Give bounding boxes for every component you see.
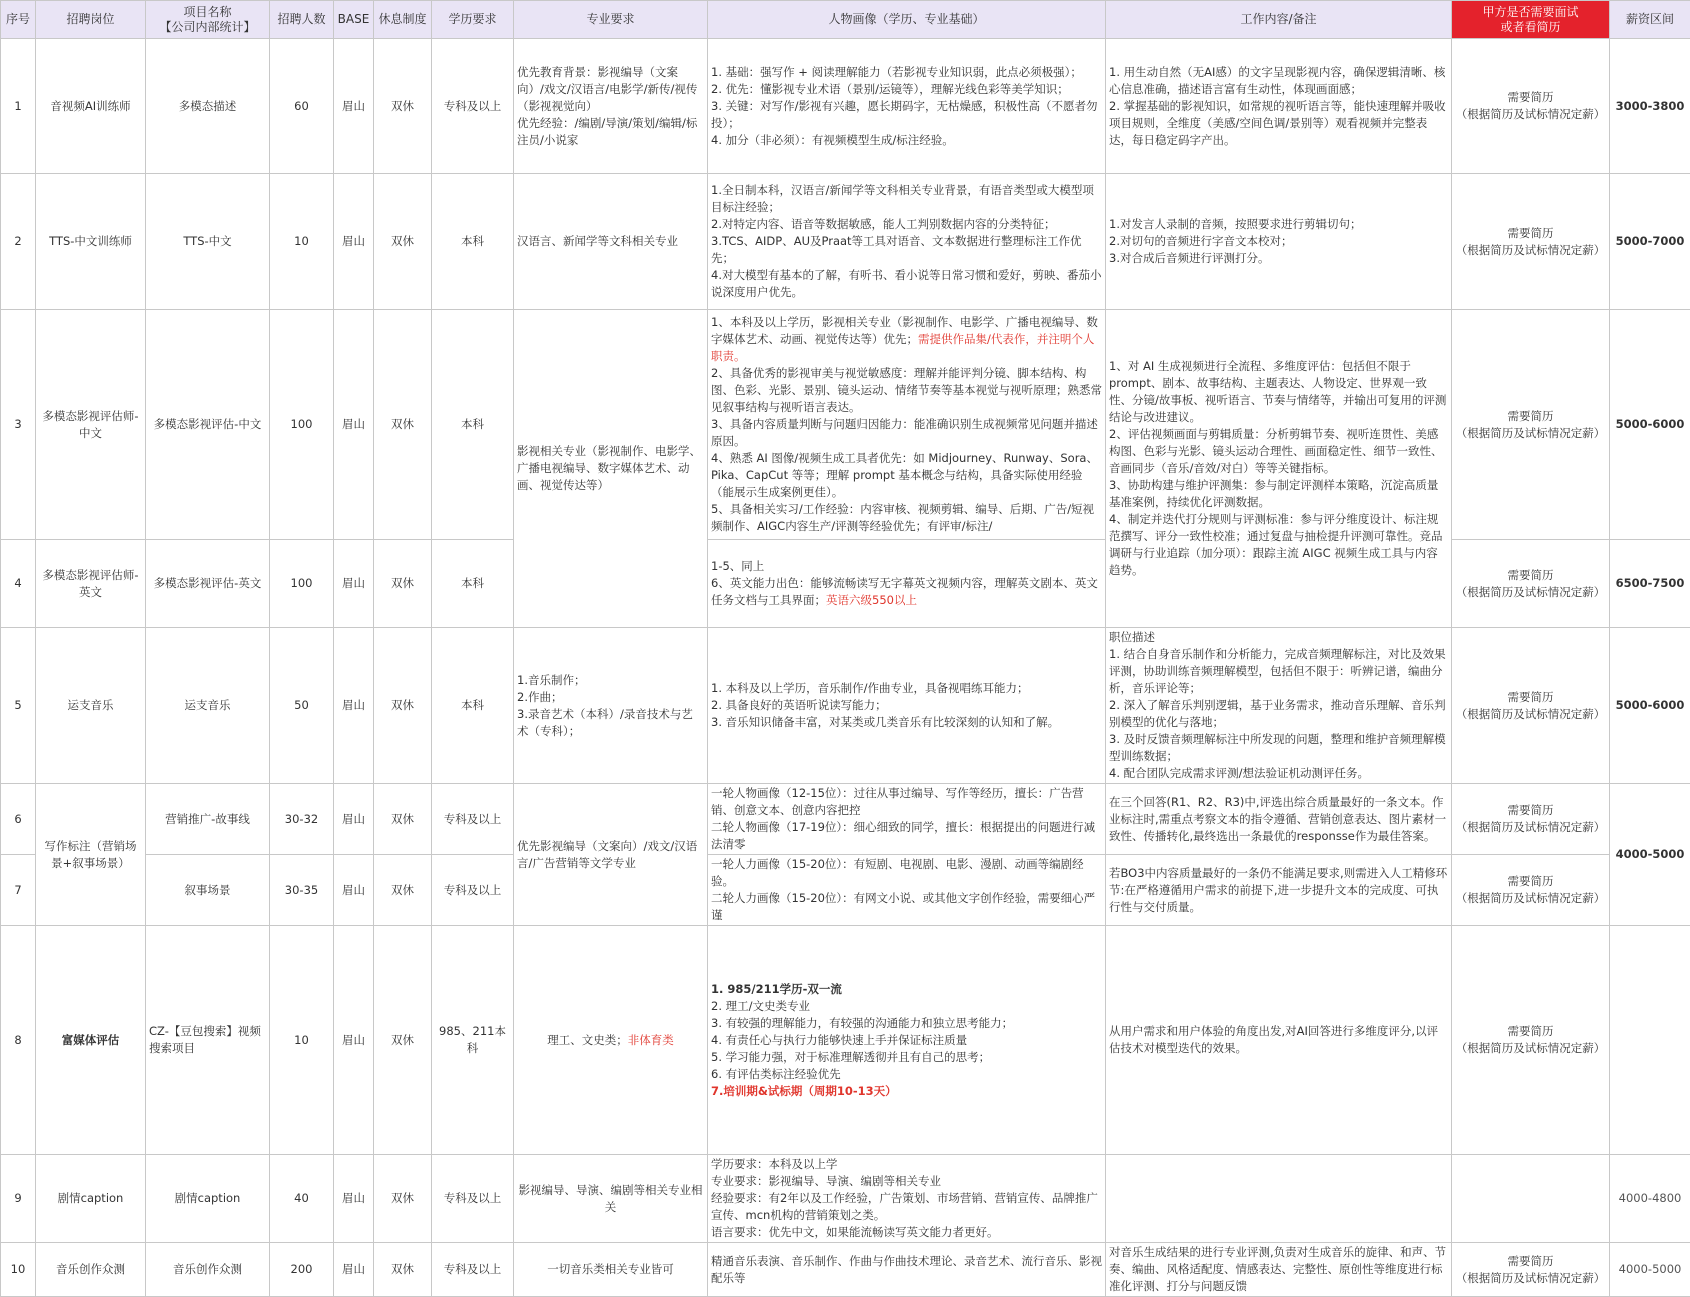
cell-edu: 专科及以上 bbox=[432, 855, 514, 926]
cell-base: 眉山 bbox=[334, 1243, 374, 1297]
profile-text-2: 2、具备优秀的影视审美与视觉敏感度：理解并能评判分镜、脚本结构、构图、色彩、光影、景别、镜头运动、情绪节奏等基本视觉与视听原理；熟悉常见叙事结构与视听语言表达。 3、具备内容质量判断与问题归因能力：能准确识别生成视频常见问题并描述原因。 4、熟悉 AI 图像/视频生成工具者优先：如 Midjourney、Runway、Sora、Pika、CapCut 等等；理解 prompt 基本概念与结构，具备实际使用经验（能展示生成案例更佳）。 5、具备相关实习/工作经验：内容审核、视频剪辑、编导、后期、广告/短视频制作、AIGC内容生产/评测等经验优先；有评审/标注/ bbox=[711, 366, 1102, 533]
cell-rest: 双休 bbox=[374, 540, 432, 628]
cell-interview bbox=[1452, 926, 1610, 1155]
interview-line2: （根据简历及试标情况定薪） bbox=[1455, 584, 1606, 601]
cell-salary bbox=[1610, 926, 1690, 1155]
table-row bbox=[1, 1155, 1690, 1243]
cell-profile: 精通音乐表演、音乐制作、作曲与作曲技术理论、录音艺术、流行音乐、影视配乐等 bbox=[708, 1243, 1106, 1297]
cell-profile bbox=[708, 540, 1106, 628]
cell-seq: 6 bbox=[1, 784, 36, 855]
cell-rest: 双休 bbox=[374, 310, 432, 540]
cell-count: 30-32 bbox=[270, 784, 334, 855]
header-interview-line2: 或者看简历 bbox=[1454, 20, 1607, 35]
cell-project: 多模态影视评估-英文 bbox=[146, 540, 270, 628]
interview-line1: 需要简历 bbox=[1455, 689, 1606, 706]
cell-edu: 本科 bbox=[432, 628, 514, 784]
cell-count: 40 bbox=[270, 1155, 334, 1243]
interview-line2: （根据简历及试标情况定薪） bbox=[1455, 1270, 1606, 1287]
profile-red-note: 需提供作品集/代表作，并注明个人职责。 bbox=[711, 332, 1094, 363]
header-project bbox=[146, 1, 270, 39]
interview-line2: （根据简历及试标情况定薪） bbox=[1455, 242, 1606, 259]
cell-base: 眉山 bbox=[334, 310, 374, 540]
profile-red-note: 英语六级550以上 bbox=[826, 593, 917, 607]
cell-profile: 1. 基础：强写作 + 阅读理解能力（若影视专业知识弱，此点必须极强）； 2. 优先：懂影视专业术语（景别/运镜等），理解光线色彩等美学知识； 3. 关键：对写作/影视有兴趣，愿长期码字，无枯燥感，积极性高（不愿者勿投）； 4. 加分（非必须）：有视频模型生成/标注经验。 bbox=[708, 39, 1106, 174]
cell-seq: 4 bbox=[1, 540, 36, 628]
cell-count: 30-35 bbox=[270, 855, 334, 926]
interview-line2: （根据简历及试标情况定薪） bbox=[1455, 890, 1606, 907]
cell-edu: 本科 bbox=[432, 310, 514, 540]
major-text: 理工、文史类； bbox=[547, 1033, 628, 1047]
cell-position: 多模态影视评估师-中文 bbox=[36, 310, 146, 540]
cell-rest: 双休 bbox=[374, 784, 432, 855]
cell-major: 优先教育背景：影视编导（文案向）/戏文/汉语言/电影学/新传/视传（影视视觉向） 优先经验：/编剧/导演/策划/编辑/标注员/小说家 bbox=[514, 39, 708, 174]
cell-count: 10 bbox=[270, 174, 334, 310]
header-rest: 休息制度 bbox=[374, 1, 432, 39]
profile-red-note: 7.培训期&试标期（周期10-13天） bbox=[711, 1084, 897, 1098]
cell-project: 多模态描述 bbox=[146, 39, 270, 174]
interview-line1: 需要简历 bbox=[1455, 1253, 1606, 1270]
header-interview-line1: 甲方是否需要面试 bbox=[1454, 5, 1607, 20]
cell-base: 眉山 bbox=[334, 174, 374, 310]
cell-salary: 5000-6000 bbox=[1610, 310, 1690, 540]
cell-work: 若BO3中内容质量最好的一条仍不能满足要求,则需进入人工精修环节:在严格遵循用户需求的前提下,进一步提升文本的完成度、可执行性与交付质量。 bbox=[1106, 855, 1452, 926]
cell-rest: 双休 bbox=[374, 1243, 432, 1297]
cell-profile bbox=[708, 926, 1106, 1155]
cell-major: 一切音乐类相关专业皆可 bbox=[514, 1243, 708, 1297]
profile-line-1: 1. 985/211学历-双一流 bbox=[711, 982, 842, 996]
cell-work: 1. 用生动自然（无AI感）的文字呈现影视内容，确保逻辑清晰、核心信息准确，描述语言富有生动性，体现画面感； 2. 掌握基础的影视知识，如常规的视听语言等，能快速理解并吸收项目规则，全维度（美感/空间色调/景别等）观看视频并完整表达，每日稳定码字产出。 bbox=[1106, 39, 1452, 174]
cell-edu: 本科 bbox=[432, 540, 514, 628]
cell-position: 剧情caption bbox=[36, 1155, 146, 1243]
table-row bbox=[1, 628, 1690, 784]
cell-edu: 专科及以上 bbox=[432, 39, 514, 174]
cell-base: 眉山 bbox=[334, 628, 374, 784]
interview-line2: （根据简历及试标情况定薪） bbox=[1455, 706, 1606, 723]
cell-work: 1、对 AI 生成视频进行全流程、多维度评估：包括但不限于 prompt、剧本、故事结构、主题表达、人物设定、世界观一致性、分镜/故事板、视听语言、节奏与情绪等，并输出可复用的评测结论与改进建议。 2、评估视频画面与剪辑质量：分析剪辑节奏、视听连贯性、美感构图、色彩与光影、镜头运动合理性、画面稳定性、细节一致性、音画同步（音乐/音效/对白）等等关键指标。 3、协助构建与维护评测集：参与制定评测样本策略，沉淀高质量基准案例，持续优化评测数据。 4、制定并迭代打分规则与评测标准：参与评分维度设计、标注规范撰写、评分一致性校准；通过复盘与抽检提升评测可靠性。竞品调研与行业追踪（加分项）：跟踪主流 AIGC 视频生成工具与内容趋势。 bbox=[1106, 310, 1452, 628]
table-row bbox=[1, 174, 1690, 310]
cell-project: 运支音乐 bbox=[146, 628, 270, 784]
profile-text: 2. 理工/文史类专业 3. 有较强的理解能力，有较强的沟通能力和独立思考能力； 4. 有责任心与执行力能够快速上手并保证标注质量 5. 学习能力强，对于标准理解透彻并且有自己的思考； 6. 有评估类标注经验优先 bbox=[711, 999, 1013, 1081]
major-red-note: 非体育类 bbox=[628, 1033, 674, 1047]
cell-edu: 专科及以上 bbox=[432, 1155, 514, 1243]
interview-line1: 需要简历 bbox=[1455, 567, 1606, 584]
cell-position: TTS-中文训练师 bbox=[36, 174, 146, 310]
header-seq: 序号 bbox=[1, 1, 36, 39]
cell-work: 1.对发言人录制的音频，按照要求进行剪辑切句； 2.对切句的音频进行字音文本校对； 3.对合成后音频进行评测打分。 bbox=[1106, 174, 1452, 310]
cell-position: 写作标注（营销场景+叙事场景） bbox=[36, 784, 146, 926]
cell-interview bbox=[1452, 39, 1610, 174]
cell-rest: 双休 bbox=[374, 926, 432, 1155]
table-row bbox=[1, 310, 1690, 540]
header-project-line1: 项目名称 bbox=[148, 5, 267, 20]
cell-edu: 本科 bbox=[432, 174, 514, 310]
header-count: 招聘人数 bbox=[270, 1, 334, 39]
cell-edu: 专科及以上 bbox=[432, 784, 514, 855]
cell-seq: 3 bbox=[1, 310, 36, 540]
cell-salary: 3000-3800 bbox=[1610, 39, 1690, 174]
cell-work: 在三个回答(R1、R2、R3)中,评选出综合质量最好的一条文本。作业标注时,需重点考察文本的指令遵循、营销创意表达、图片素材一致性、传播转化,最终选出一条最优的responsse作为最佳答案。 bbox=[1106, 784, 1452, 855]
cell-position: 多模态影视评估师-英文 bbox=[36, 540, 146, 628]
cell-interview bbox=[1452, 855, 1610, 926]
cell-salary: 4000-5000 bbox=[1610, 1243, 1690, 1297]
cell-rest: 双休 bbox=[374, 1155, 432, 1243]
table-row bbox=[1, 1243, 1690, 1297]
header-interview bbox=[1452, 1, 1610, 39]
profile-text: 1、本科及以上学历，影视相关专业（影视制作、电影学、广播电视编导、数字媒体艺术、动画、视觉传达等）优先； bbox=[711, 315, 1098, 346]
cell-project: 音乐创作众测 bbox=[146, 1243, 270, 1297]
cell-salary: 6500-7500 bbox=[1610, 540, 1690, 628]
cell-major: 影视编导、导演、编剧等相关专业相关 bbox=[514, 1155, 708, 1243]
cell-interview bbox=[1452, 784, 1610, 855]
cell-seq: 1 bbox=[1, 39, 36, 174]
cell-seq: 8 bbox=[1, 926, 36, 1155]
cell-base: 眉山 bbox=[334, 926, 374, 1155]
cell-position: 运支音乐 bbox=[36, 628, 146, 784]
cell-count: 100 bbox=[270, 310, 334, 540]
cell-base: 眉山 bbox=[334, 855, 374, 926]
cell-interview bbox=[1452, 174, 1610, 310]
cell-edu: 985、211本科 bbox=[432, 926, 514, 1155]
cell-base: 眉山 bbox=[334, 1155, 374, 1243]
cell-position: 音乐创作众测 bbox=[36, 1243, 146, 1297]
cell-project: 叙事场景 bbox=[146, 855, 270, 926]
cell-salary: 5000-7000 bbox=[1610, 174, 1690, 310]
cell-profile: 1.全日制本科，汉语言/新闻学等文科相关专业背景，有语音类型或大模型项目标注经验； 2.对特定内容、语音等数据敏感，能人工判别数据内容的分类特征； 3.TCS、AIDP、AU及Praat等工具对语音、文本数据进行整理标注工作优先； 4.对大模型有基本的了解，有听书、看小说等日常习惯和爱好，剪映、番茄小说深度用户优先。 bbox=[708, 174, 1106, 310]
cell-major bbox=[514, 926, 708, 1155]
cell-base: 眉山 bbox=[334, 39, 374, 174]
cell-salary: 5000-6000 bbox=[1610, 628, 1690, 784]
cell-seq: 7 bbox=[1, 855, 36, 926]
cell-count: 60 bbox=[270, 39, 334, 174]
header-project-line2: 【公司内部统计】 bbox=[148, 20, 267, 35]
cell-major: 优先影视编导（文案向）/戏文/汉语言/广告营销等文学专业 bbox=[514, 784, 708, 926]
cell-interview bbox=[1452, 1155, 1610, 1243]
cell-base: 眉山 bbox=[334, 540, 374, 628]
cell-work bbox=[1106, 1155, 1452, 1243]
cell-project: CZ-【豆包搜索】视频搜索项目 bbox=[146, 926, 270, 1155]
cell-count: 10 bbox=[270, 926, 334, 1155]
header-work: 工作内容/备注 bbox=[1106, 1, 1452, 39]
cell-rest: 双休 bbox=[374, 628, 432, 784]
cell-project: 剧情caption bbox=[146, 1155, 270, 1243]
profile-text: 1-5、同上 6、英文能力出色：能够流畅读写无字幕英文视频内容，理解英文剧本、英文任务文档与工具界面； bbox=[711, 559, 1098, 607]
header-salary: 薪资区间 bbox=[1610, 1, 1690, 39]
cell-major: 影视相关专业（影视制作、电影学、广播电视编导、数字媒体艺术、动画、视觉传达等） bbox=[514, 310, 708, 628]
header-edu: 学历要求 bbox=[432, 1, 514, 39]
cell-salary: 4000-4800 bbox=[1610, 1155, 1690, 1243]
table-row bbox=[1, 855, 1690, 926]
cell-rest: 双休 bbox=[374, 174, 432, 310]
header-profile: 人物画像（学历、专业基础） bbox=[708, 1, 1106, 39]
table-row bbox=[1, 926, 1690, 1155]
cell-rest: 双休 bbox=[374, 39, 432, 174]
cell-seq: 5 bbox=[1, 628, 36, 784]
cell-work: 从用户需求和用户体验的角度出发,对AI回答进行多维度评分,以评估技术对模型迭代的效果。 bbox=[1106, 926, 1452, 1155]
interview-line1: 需要简历 bbox=[1455, 1023, 1606, 1040]
table-row bbox=[1, 784, 1690, 855]
cell-major: 汉语言、新闻学等文科相关专业 bbox=[514, 174, 708, 310]
interview-line1: 需要简历 bbox=[1455, 873, 1606, 890]
cell-interview bbox=[1452, 628, 1610, 784]
cell-count: 200 bbox=[270, 1243, 334, 1297]
cell-seq: 9 bbox=[1, 1155, 36, 1243]
cell-seq: 10 bbox=[1, 1243, 36, 1297]
cell-work: 对音乐生成结果的进行专业评测,负责对生成音乐的旋律、和声、节奏、编曲、风格适配度、情感表达、完整性、原创性等维度进行标准化评测、打分与问题反馈 bbox=[1106, 1243, 1452, 1297]
cell-profile bbox=[708, 310, 1106, 540]
cell-salary: 4000-5000 bbox=[1610, 784, 1690, 926]
header-major: 专业要求 bbox=[514, 1, 708, 39]
cell-count: 50 bbox=[270, 628, 334, 784]
cell-position: 音视频AI训练师 bbox=[36, 39, 146, 174]
header-row bbox=[1, 1, 1690, 39]
cell-edu: 专科及以上 bbox=[432, 1243, 514, 1297]
cell-profile: 1. 本科及以上学历，音乐制作/作曲专业，具备视唱练耳能力； 2. 具备良好的英语听说读写能力； 3. 音乐知识储备丰富，对某类或几类音乐有比较深刻的认知和了解。 bbox=[708, 628, 1106, 784]
table-row bbox=[1, 39, 1690, 174]
cell-interview bbox=[1452, 540, 1610, 628]
header-position: 招聘岗位 bbox=[36, 1, 146, 39]
cell-major: 1.音乐制作； 2.作曲； 3.录音艺术（本科）/录音技术与艺术（专科）； bbox=[514, 628, 708, 784]
cell-rest: 双休 bbox=[374, 855, 432, 926]
interview-line2: （根据简历及试标情况定薪） bbox=[1455, 106, 1606, 123]
cell-base: 眉山 bbox=[334, 784, 374, 855]
interview-line1: 需要简历 bbox=[1455, 802, 1606, 819]
cell-interview bbox=[1452, 1243, 1610, 1297]
cell-work: 职位描述 1. 结合自身音乐制作和分析能力，完成音频理解标注，对比及效果评测，协助训练音频理解模型，包括但不限于：听辨记谱，编曲分析，音乐评论等； 2. 深入了解音乐判别逻辑，基于业务需求，推动音乐理解、音乐判别模型的优化与落地； 3. 及时反馈音频理解标注中所发现的问题，整理和维护音频理解模型训练数据； 4. 配合团队完成需求评测/想法验证机动测评任务。 bbox=[1106, 628, 1452, 784]
cell-profile: 一轮人物画像（12-15位）：过往从事过编导、写作等经历，擅长：广告营销、创意文本、创意内容把控 二轮人物画像（17-19位）：细心细致的同学，擅长：根据提出的问题进行减法清零 bbox=[708, 784, 1106, 855]
cell-project: 多模态影视评估-中文 bbox=[146, 310, 270, 540]
cell-count: 100 bbox=[270, 540, 334, 628]
interview-line2: （根据简历及试标情况定薪） bbox=[1455, 819, 1606, 836]
cell-interview bbox=[1452, 310, 1610, 540]
cell-project: 营销推广-故事线 bbox=[146, 784, 270, 855]
interview-line1: 需要简历 bbox=[1455, 89, 1606, 106]
header-base: BASE bbox=[334, 1, 374, 39]
cell-profile: 学历要求：本科及以上学 专业要求：影视编导、导演、编剧等相关专业 经验要求：有2年以及工作经验，广告策划、市场营销、营销宣传、品牌推广宣传、mcn机构的营销策划之类。 语言要求：优先中文，如果能流畅读写英文能力者更好。 bbox=[708, 1155, 1106, 1243]
cell-project: TTS-中文 bbox=[146, 174, 270, 310]
interview-line2: （根据简历及试标情况定薪） bbox=[1455, 425, 1606, 442]
cell-profile: 一轮人力画像（15-20位）：有短剧、电视剧、电影、漫剧、动画等编剧经验。 二轮人力画像（15-20位）：有网文小说、或其他文字创作经验，需要细心严谨 bbox=[708, 855, 1106, 926]
cell-position: 富媒体评估 bbox=[36, 926, 146, 1155]
interview-line2: （根据简历及试标情况定薪） bbox=[1455, 1040, 1606, 1057]
interview-line1: 需要简历 bbox=[1455, 408, 1606, 425]
cell-seq: 2 bbox=[1, 174, 36, 310]
interview-line1: 需要简历 bbox=[1455, 225, 1606, 242]
